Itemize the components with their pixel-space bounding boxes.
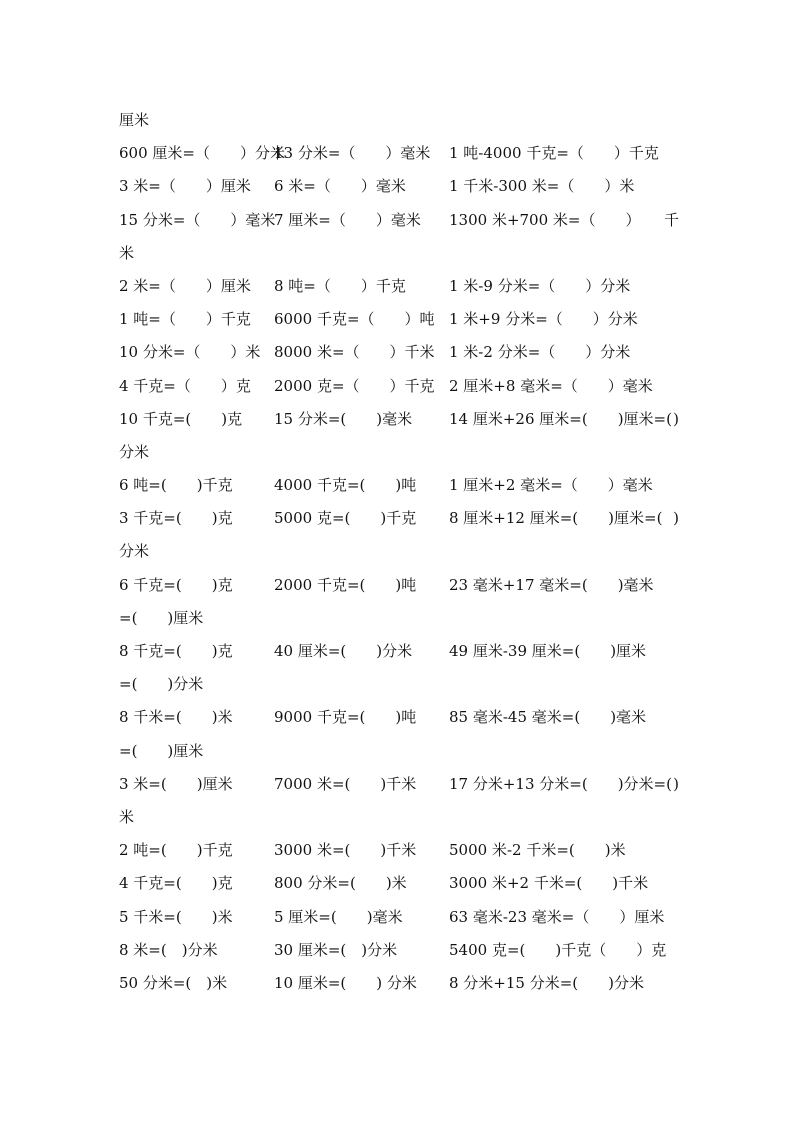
exercise-line: [119, 104, 679, 137]
exercise-row: [119, 867, 679, 900]
conversion-exercise-list: [119, 104, 679, 1000]
exercise-line: [119, 602, 679, 635]
exercise-item: 10 厘米=( ) 分米: [274, 973, 417, 992]
exercise-line: [119, 668, 679, 701]
line-end-text: ): [673, 409, 679, 428]
exercise-item: 2 厘米+8 毫米=（ ）毫米: [449, 376, 653, 395]
exercise-line: [119, 535, 679, 568]
exercise-item: 5000 米-2 千米=( )米: [449, 841, 626, 860]
exercise-line: [119, 237, 679, 270]
exercise-item: 600 厘米=（ ）分米: [119, 144, 285, 163]
exercise-row: [119, 137, 679, 170]
exercise-item: 40 厘米=( )分米: [274, 642, 413, 660]
wrapped-text: 米: [119, 243, 135, 262]
exercise-item: 6 米=（ ）毫米: [274, 177, 406, 196]
exercise-item: 49 厘米-39 厘米=( )厘米: [449, 642, 647, 660]
exercise-item: 8 米=( )分米: [119, 940, 218, 959]
exercise-item: 1 千米-300 米=（ ）米: [449, 177, 635, 196]
exercise-item: 6000 千克=（ ）吨: [274, 310, 435, 329]
exercise-item: 3000 米=( )千米: [274, 841, 417, 860]
exercise-item: 3 千克=( )克: [119, 509, 233, 528]
exercise-item: 3 米=（ ）厘米: [119, 177, 251, 196]
exercise-item: 5 厘米=( )毫米: [274, 907, 403, 926]
exercise-item: 15 分米=（ ）毫米: [119, 210, 276, 229]
exercise-item: 2000 千克=( )吨: [274, 575, 417, 594]
line-end-text: 千: [663, 210, 679, 229]
exercise-item: 23 毫米+17 毫米=( )毫米: [449, 575, 654, 594]
exercise-row: [119, 170, 679, 203]
wrapped-text: =( )厘米: [119, 741, 204, 760]
exercise-item: 8000 米=（ ）千米: [274, 343, 435, 362]
exercise-row: [119, 370, 679, 403]
exercise-item: 13 分米=（ ）毫米: [274, 144, 431, 163]
exercise-item: 10 分米=（ ）米: [119, 343, 261, 362]
exercise-item: 6 千克=( )克: [119, 575, 233, 594]
exercise-line: [119, 801, 679, 834]
exercise-item: 2000 克=（ ）千克: [274, 376, 435, 395]
exercise-row: [119, 270, 679, 303]
exercise-item: 8 厘米+12 厘米=( )厘米=(: [449, 509, 663, 528]
exercise-item: 5400 克=( )千克（ ）克: [449, 940, 667, 959]
exercise-row: [119, 502, 679, 535]
exercise-row: [119, 967, 679, 1000]
exercise-item: 15 分米=( )毫米: [274, 409, 413, 428]
wrapped-text: =( )厘米: [119, 608, 204, 627]
exercise-item: 1 米-2 分米=（ ）分米: [449, 343, 631, 362]
exercise-row: [119, 768, 679, 801]
exercise-item: 9000 千克=( )吨: [274, 708, 417, 727]
wrapped-text: 分米: [119, 442, 150, 461]
exercise-item: 3000 米+2 千米=( )千米: [449, 874, 649, 893]
exercise-row: [119, 901, 679, 934]
exercise-item: 30 厘米=( )分米: [274, 940, 398, 959]
exercise-item: 7 厘米=（ ）毫米: [274, 210, 421, 229]
exercise-item: 3 米=( )厘米: [119, 774, 233, 793]
exercise-item: 17 分米+13 分米=( )分米=(: [449, 774, 672, 793]
exercise-row: [119, 303, 679, 336]
exercise-item: 1 米-9 分米=（ ）分米: [449, 276, 631, 295]
wrapped-text: 分米: [119, 542, 150, 561]
wrapped-text: 米: [119, 807, 135, 826]
exercise-item: 8 千米=( )米: [119, 708, 233, 727]
exercise-item: 7000 米=( )千米: [274, 774, 417, 793]
exercise-item: 10 千克=( )克: [119, 409, 243, 428]
exercise-row: [119, 204, 679, 237]
exercise-item: 85 毫米-45 毫米=( )毫米: [449, 708, 647, 727]
exercise-item: 1300 米+700 米=（ ）: [449, 210, 641, 229]
line-end-text: ): [673, 509, 679, 528]
exercise-line: [119, 436, 679, 469]
exercise-row: [119, 336, 679, 369]
exercise-row: [119, 934, 679, 967]
exercise-row: [119, 469, 679, 502]
exercise-item: 1 米+9 分米=（ ）分米: [449, 310, 638, 329]
exercise-item: 5 千米=( )米: [119, 907, 233, 926]
exercise-item: 4 千克=（ ）克: [119, 376, 251, 395]
exercise-item: 1 吨=（ ）千克: [119, 310, 251, 329]
exercise-item: 6 吨=( )千克: [119, 476, 233, 495]
exercise-item: 4000 千克=( )吨: [274, 476, 417, 495]
exercise-row: [119, 701, 679, 734]
exercise-item: 1 吨-4000 千克=（ ）千克: [449, 144, 659, 163]
exercise-item: 63 毫米-23 毫米=（ ）厘米: [449, 907, 665, 926]
exercise-row: [119, 635, 679, 668]
exercise-item: 8 吨=（ ）千克: [274, 276, 406, 295]
exercise-item: 50 分米=( )米: [119, 973, 228, 992]
exercise-item: 14 厘米+26 厘米=( )厘米=(: [449, 409, 672, 428]
exercise-item: 5000 克=( )千克: [274, 509, 417, 528]
exercise-item: 2 吨=( )千克: [119, 841, 233, 860]
wrapped-text: =( )分米: [119, 675, 204, 694]
exercise-item: 1 厘米+2 毫米=（ ）毫米: [449, 476, 653, 495]
exercise-item: 8 千克=( )克: [119, 642, 233, 660]
exercise-line: [119, 735, 679, 768]
exercise-item: 8 分米+15 分米=( )分米: [449, 973, 645, 992]
exercise-row: [119, 834, 679, 867]
exercise-item: 2 米=（ ）厘米: [119, 276, 251, 295]
exercise-item: 800 分米=( )米: [274, 874, 407, 893]
exercise-row: [119, 569, 679, 602]
exercise-row: [119, 403, 679, 436]
exercise-item: 4 千克=( )克: [119, 874, 233, 893]
wrapped-text: 厘米: [119, 111, 150, 129]
line-end-text: ): [673, 774, 679, 793]
